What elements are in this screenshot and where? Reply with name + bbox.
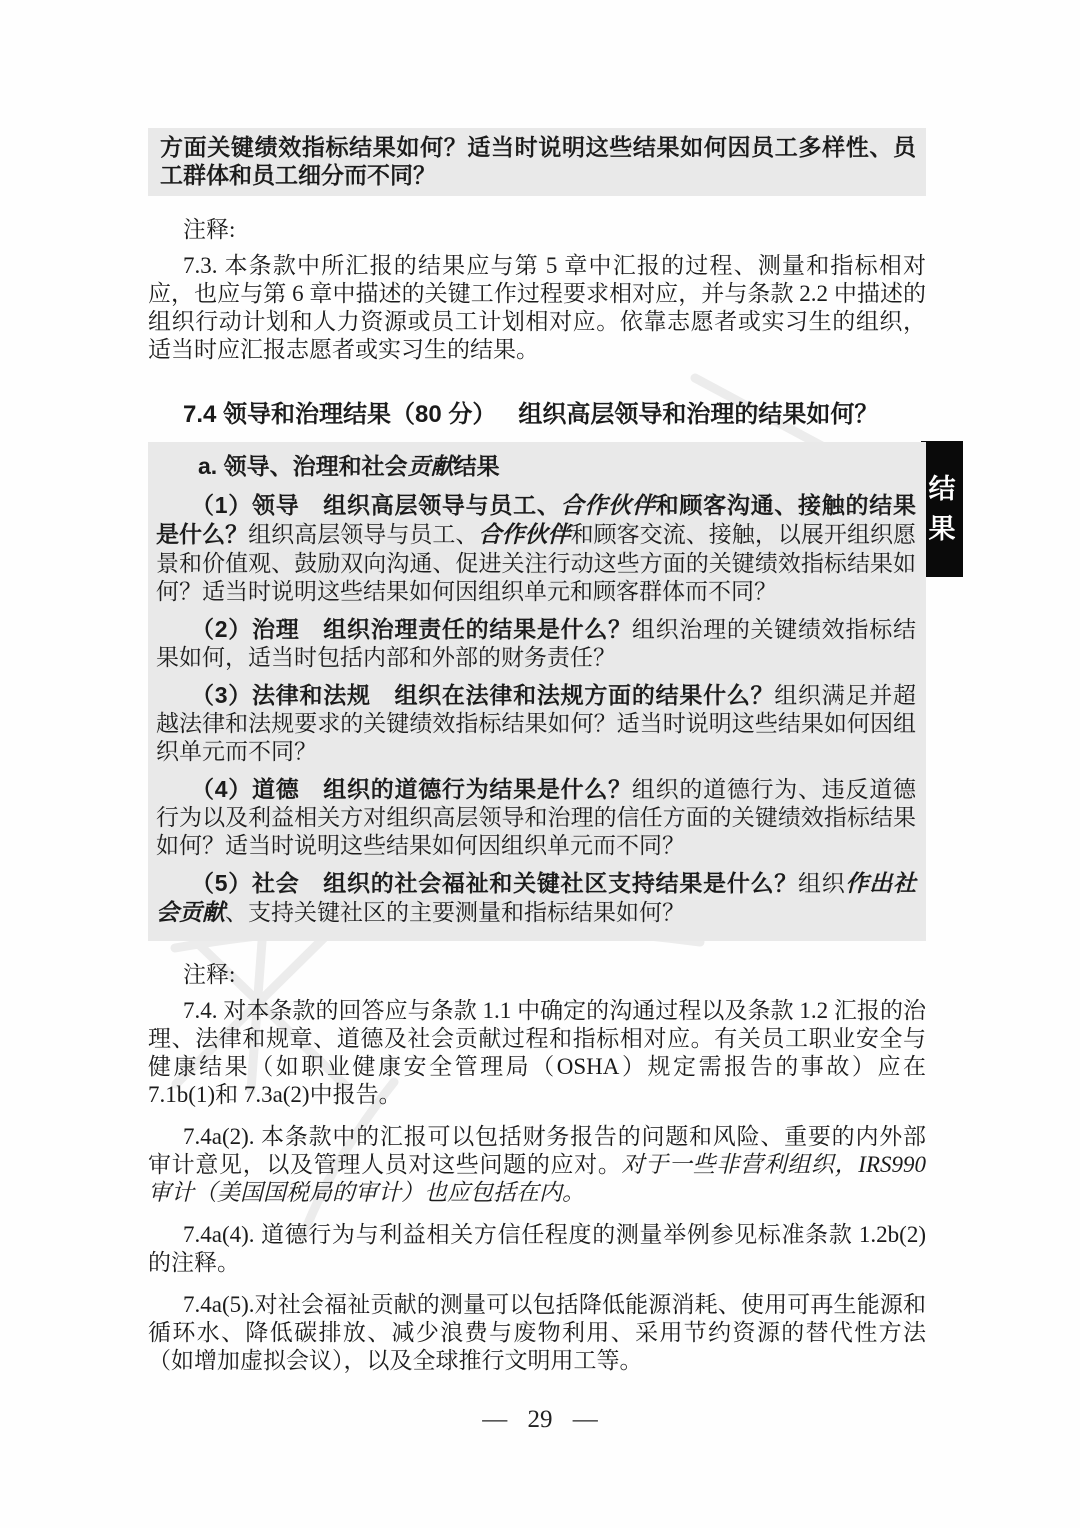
text-segment: 组织高层领导与员工、	[248, 521, 479, 547]
section-a-header	[156, 452, 916, 481]
notes-label-bottom: 注释:	[183, 962, 236, 987]
note-7-3: 7.3. 本条款中所汇报的结果应与第 5 章中汇报的过程、测量和指标相对应，也应与第 6 章中描述的关键工作过程要求相对应，并与条款 2.2 中描述的组织行动计划和人力资源或员工计划相对应。依靠志愿者或实习生的组织，适当时应汇报志愿者或实习生的结果。	[148, 253, 926, 362]
section-a-block	[148, 442, 926, 941]
note-7-4a4: 7.4a(4). 道德行为与利益相关方信任程度的测量举例参见标准条款 1.2b(2) 的注释。	[148, 1222, 926, 1275]
text-segment: 、支持关键社区的主要测量和指标结果如何？	[225, 899, 685, 925]
text-segment: a. 领导、治理和社会	[198, 453, 408, 479]
page-content	[148, 128, 926, 1375]
results-chapter-tab	[921, 441, 963, 577]
continued-question-highlight: 方面关键绩效指标结果如何？适当时说明这些结果如何因员工多样性、员工群体和员工细分而不同？	[148, 128, 926, 196]
text-segment: 对于一些非营利组织，IRS990 审计（美国国税局的审计）也应包括在内。	[148, 1152, 927, 1205]
text-segment: （4）道德 组织的道德行为结果是什么？	[191, 776, 632, 802]
note-7-4: 7.4. 对本条款的回答应与条款 1.1 中确定的沟通过程以及条款 1.2 汇报的治理、法律和规章、道德及社会贡献过程和指标相对应。有关员工职业安全与健康结果（如职业健康安全管理局（OSHA）规定需报告的事故）应在 7.1b(1)和 7.3a(2)中报告。	[148, 998, 926, 1107]
item-7-4-heading	[148, 400, 926, 430]
text-segment: 贡献	[407, 454, 454, 479]
note-7-4a5: 7.4a(5).对社会福祉贡献的测量可以包括降低能源消耗、使用可再生能源和循环水、降低碳排放、减少浪费与废物利用、采用节约资源的替代性方法（如增加虚拟会议），以及全球推行文明用工等。	[148, 1292, 926, 1373]
text-segment: 和顾客沟通、接触的结果是什么？	[156, 492, 917, 547]
section-a-item-2	[156, 615, 916, 671]
text-segment: 合作伙伴	[478, 522, 571, 547]
text-segment: （1）领导 组织高层领导与员工、	[191, 492, 561, 518]
page-number: — 29 —	[482, 1406, 598, 1433]
section-a-item-3	[156, 681, 916, 765]
text-segment: 组织高层领导和治理的结果如何？	[518, 401, 879, 428]
text-segment: 组织满足并超越法律和法规要求的关键绩效指标结果如何？适当时说明这些结果如何因组织单元而不同？	[156, 682, 916, 764]
text-segment: 和顾客交流、接触，以展开组织愿景和价值观、鼓励双向沟通、促进关注行动这些方面的关键绩效指标结果如何？适当时说明这些结果如何因组织单元和顾客群体而不同？	[156, 521, 916, 604]
text-segment: 7.4 领导和治理结果（80 分）	[183, 401, 497, 428]
text-segment: 组织的道德行为、违反道德行为以及利益相关方对组织高层领导和治理的信任方面的关键绩效指标结果如何？适当时说明这些结果如何因组织单元而不同？	[156, 776, 917, 858]
text-segment: 结果	[453, 453, 500, 479]
text-segment: （5）社会 组织的社会福祉和关键社区支持结果是什么？	[191, 870, 799, 896]
text-segment: 合作伙伴	[560, 493, 656, 518]
note-7-4a2	[148, 1123, 926, 1207]
text-segment: 7.4a(2). 本条款中的汇报可以包括财务报告的问题和风险、重要的内外部审计意见，以及管理人员对这些问题的应对。	[148, 1124, 926, 1177]
text-segment: 组织治理的关键绩效指标结果如何，适当时包括内部和外部的财务责任？	[156, 616, 917, 670]
side-tab-char: 果	[928, 513, 956, 544]
text-segment: （3）法律和法规 组织在法律和法规方面的结果什么？	[191, 682, 775, 708]
section-a-item-5	[156, 869, 916, 927]
notes-label-top: 注释:	[183, 217, 236, 242]
text-segment: （2）治理 组织治理责任的结果是什么？	[191, 616, 632, 642]
text-segment: 作出社会贡献	[156, 871, 917, 925]
text-segment: 组织	[798, 870, 846, 896]
section-a-item-1	[156, 491, 916, 605]
section-a-item-4	[156, 775, 916, 859]
side-tab-char: 结	[928, 473, 956, 504]
